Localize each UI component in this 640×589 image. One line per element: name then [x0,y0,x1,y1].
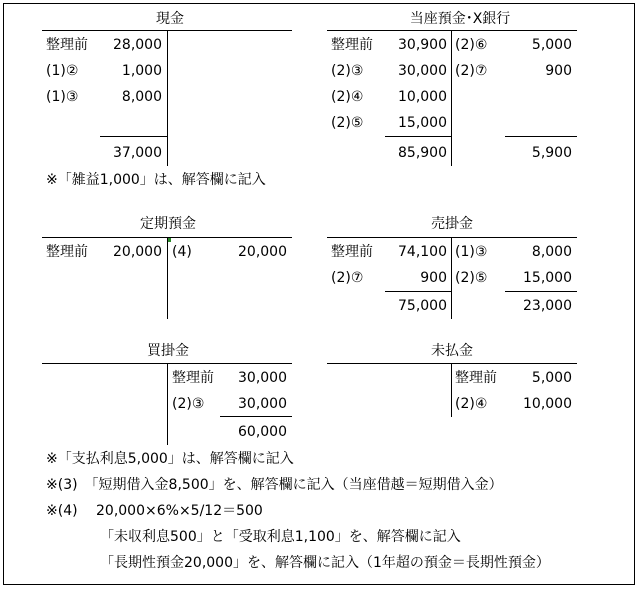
total-amount: 37,000 [113,145,162,161]
page-frame [3,3,635,585]
entry-amount: 30,000 [398,63,447,79]
account-top-rule [327,30,577,31]
entry-label: (2)⑦ [331,270,364,286]
total-rule [505,291,577,292]
total-amount: 5,900 [531,145,572,161]
entry-label: (1)③ [455,244,488,260]
total-rule [100,136,167,137]
account-center-rule [451,363,452,417]
account-center-rule [167,363,168,445]
entry-amount: 10,000 [523,396,572,412]
entry-label: (4) [172,244,192,260]
entry-amount: 1,000 [121,63,162,79]
entry-amount: 20,000 [113,244,162,260]
account-top-rule [327,363,577,364]
account-title: 当座預金･X銀行 [409,11,511,27]
total-amount: 85,900 [398,145,447,161]
entry-amount: 20,000 [238,244,287,260]
account-title: 現金 [156,11,184,27]
total-amount: 60,000 [238,424,287,440]
entry-label: (2)③ [331,63,364,79]
account-center-rule [451,30,452,166]
entry-amount: 8,000 [531,244,572,260]
entry-label: 整理前 [46,244,88,260]
entry-label: (2)④ [331,89,364,105]
account-title: 買掛金 [147,343,189,359]
account-title: 定期預金 [140,216,196,232]
entry-amount: 30,000 [238,370,287,386]
entry-label: (2)④ [455,396,488,412]
entry-label: (2)⑦ [455,63,488,79]
entry-amount: 15,000 [398,115,447,131]
total-amount: 23,000 [523,298,572,314]
entry-amount: 15,000 [523,270,572,286]
entry-label: 整理前 [331,244,373,260]
note-interest-expense: ※「支払利息5,000」は、解答欄に記入 [46,451,294,467]
total-rule [385,291,452,292]
account-center-rule [451,237,452,319]
entry-amount: 30,900 [398,37,447,53]
entry-label: (2)③ [172,396,205,412]
total-amount: 75,000 [398,298,447,314]
entry-amount: 900 [545,63,572,79]
note-long-term-deposit: 「長期性預金20,000」を、解答欄に記入（1年超の預金＝長期性預金） [100,555,550,571]
total-rule [505,136,577,137]
entry-amount: 900 [420,270,447,286]
account-title: 未払金 [431,343,473,359]
entry-amount: 8,000 [121,89,162,105]
note-short-term-borrowing: ※(3) 「短期借入金8,500」を、解答欄に記入（当座借越＝短期借入金） [46,477,503,493]
entry-amount: 74,100 [398,244,447,260]
entry-label: 整理前 [46,37,88,53]
entry-label: (2)⑥ [455,37,488,53]
entry-amount: 5,000 [531,37,572,53]
account-center-rule [167,30,168,166]
entry-amount: 28,000 [113,37,162,53]
entry-label: 整理前 [172,370,214,386]
note-interest-calc: ※(4) 20,000×6%×5/12＝500 [46,503,263,519]
cursor-mark [168,238,171,242]
entry-label: (1)② [46,63,79,79]
total-rule [385,136,452,137]
entry-label: 整理前 [331,37,373,53]
account-title: 売掛金 [431,216,473,232]
account-top-rule [327,237,577,238]
entry-label: 整理前 [455,370,497,386]
entry-label: (2)⑤ [455,270,488,286]
total-rule [220,416,292,417]
note-interest-entries: 「未収利息500」と「受取利息1,100」を、解答欄に記入 [100,529,461,545]
note-misc-gain: ※「雑益1,000」は、解答欄に記入 [46,172,266,188]
entry-amount: 5,000 [531,370,572,386]
entry-label: (1)③ [46,89,79,105]
account-center-rule [167,237,168,319]
entry-amount: 10,000 [398,89,447,105]
entry-label: (2)⑤ [331,115,364,131]
entry-amount: 30,000 [238,396,287,412]
